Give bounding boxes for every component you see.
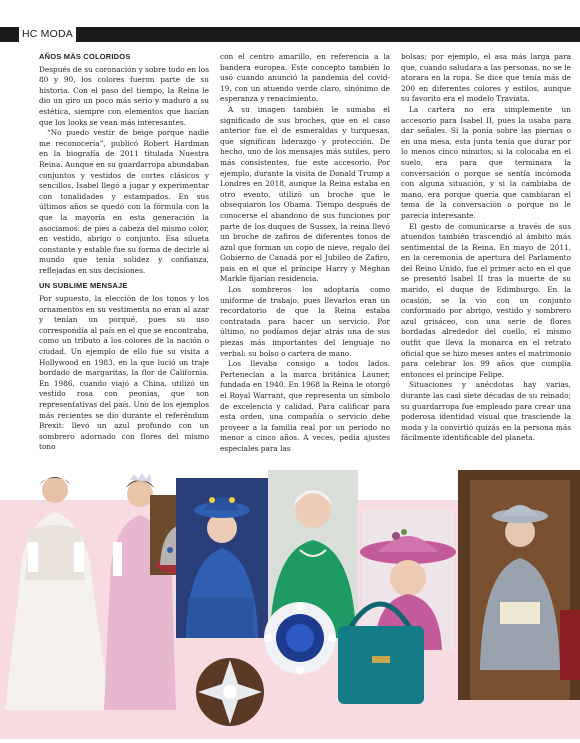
- brooch-sapphire-icon: [264, 602, 336, 674]
- photo-collage: [0, 470, 580, 739]
- article-column-2: [220, 52, 390, 455]
- header-rule: [0, 27, 580, 42]
- article-column-1: [39, 52, 209, 453]
- paragraph: El gesto de comunicarse a través de sus atuendos también trascendió al ámbito más sentimental de la Reina. En mayo de 2011, en la ceremonia de apertura del Parlamento del Reino Unido, fue el primer acto en el que se presentó Isabel II tras la muerte de su marido, el duque de Edimburgo. En la ocasión, se la vio con un conjunto conformado por abrigo, vestido y sombrero azul grisáceo, con una serie de flores bordadas alrededor del cuello, el mismo outfit que lleva la monarca en el retrato oficial que se hizo meses antes el matrimonio para celebrar los 99 años que cumplía entonces el príncipe Felipe.: [401, 221, 571, 379]
- section-label: HC MODA: [19, 27, 76, 42]
- paragraph: Después de su coronación y sobre todo en los 80 y 90, los colores fueron parte de su historia. Con el paso del tiempo, la Reina le dio un giro un poco más serio y maduro a su estética, siempre con elementos que hacían que los looks se vean más interesantes.: [39, 64, 209, 127]
- paragraph: Por supuesto, la elección de los tonos y los ornamentos en su vestimenta no eran al azar y tenían un porqué, pues su uso correspondía al país en el que se encontraba, como un tributo a los colores de la nación o ciudad. Un ejemplo de ello fue su visita a Hollywood en 1983, en la que lució un traje bordado de margaritas, la flor de California. En 1986, cuando viajó a China, utilizó un vestido rosa con peonías, que son representativas del país. Uno de los ejemplos más recientes se dio durante el referéndum Brexit: llevó un azul profundo con un sombrero adornado con flores del mismo tono: [39, 294, 209, 452]
- collage-svg: [0, 470, 580, 739]
- article-column-3: [401, 52, 571, 444]
- subheading-colorful-years: AÑOS MÁS COLORIDOS: [39, 52, 131, 61]
- paragraph: La cartera no era simplemente un accesorio para Isabel II, pues la usaba para dar señales. Si la ponía sobre las piernas o en una mesa, esta junta tenía que durar por lo menos cinco minutos; si la colocaba en el suelo, era para que terminara la conversación o porque se sentía incómoda con alguna situación, y si la cambiaba de mano, era porque quería que cambiaran el tema de la conversación o porque no le parecía interesante.: [401, 104, 571, 220]
- paragraph: A su imagen también le sumaba el significado de sus broches, que en el caso anterior fue el de esmeraldas y turquesas, que significan liderazgo y protección. De hecho, uno de los mensajes más sutiles, pero más consistentes, fue este accesorio. Por ejemplo, durante la visita de Donald Trump a Londres en 2018, aunque la Reina estaba en otro evento, utilizó un broche que le obsequiaron los Obama. Tiempo después de conocerse el abandono de sus funciones por parte de los duques de Sussex, la reina llevó un broche de zafiros de diferentes tonos de azul que forman un copo de nieve, regalo del Gobierno de Canadá por el Jubileo de Zafiro, pais en el que el príncipe Harry y Meghan Markle fijarían residencia.: [220, 104, 390, 284]
- photo-blue-outfit: [176, 478, 268, 638]
- paragraph: bolsas; por ejemplo, el asa más larga para que, cuando saludara a las personas, no se le atorara en la ropa. Se dice que tenía más de 200 en diferentes colores y estilos, aunque su favorito era el modelo Traviata.: [401, 52, 571, 104]
- paragraph: Situaciones y anécdotas hay varias, durante las casi siete décadas de su reinado; su guardarropa fue empleado para crear una poderosa identidad visual que trasciende la moda y la convirtió quizás en la persona más fácilmente identificable del planeta.: [401, 380, 571, 443]
- paragraph: con el centro amarillo, en referencia a la bandera europea. Este concepto también lo usó cuando anunció la pandemia del covid-19, con un atuendo verde claro, sinónimo de esperanza y renacimiento.: [220, 52, 390, 104]
- photo-grey-outfit: [458, 470, 580, 700]
- brooch-diamond-icon: [196, 658, 264, 726]
- subheading-sublime-message: UN SUBLIME MENSAJE: [39, 281, 128, 291]
- paragraph: Los sombreros los adoptaría como uniforme de trabajo, pues llevarlos eran un recordatorio de que la Reina estaba contratada para hacer un servicio. Por último, no podíamos dejar atrás una de sus piezas más importantes del lenguaje no verbal: su bolso o cartera de mano.: [220, 285, 390, 358]
- paragraph: “No puedo vestir de beige porque nadie me reconocería”, publicó Robert Hardman en la biografía de 2011 titulada Nuestra Reina. Aunque en su guardarropa abundaban conjuntos y vestidos de cortes clásicos y sencillos, Isabel llegó a jugar y experimentar con tonalidades y estampados. En sus últimos años se quedó con la fórmula con la que la mayoría en esta generación la asociamos: de pies a cabeza del mismo color, en vestido, abrigo o conjunto. Esa silueta constante y estable fue su forma de decirle al mundo que tenía solidez y confianza, reflejadas en sus decisiones.: [39, 128, 209, 275]
- paragraph: Los llevaba consigo a todos lados. Perteneclan a la marca británica Launer, fundada en 1940. En 1968 la Reina le otorgó el Royal Warrant, que representa un símbolo de excelencia y calidad. Para calificar para esta orden, una compañía o servicio debe proveer a la familia real por un periodo no menor a cinco años. A veces, pedía ajustes especiales para las: [220, 359, 390, 453]
